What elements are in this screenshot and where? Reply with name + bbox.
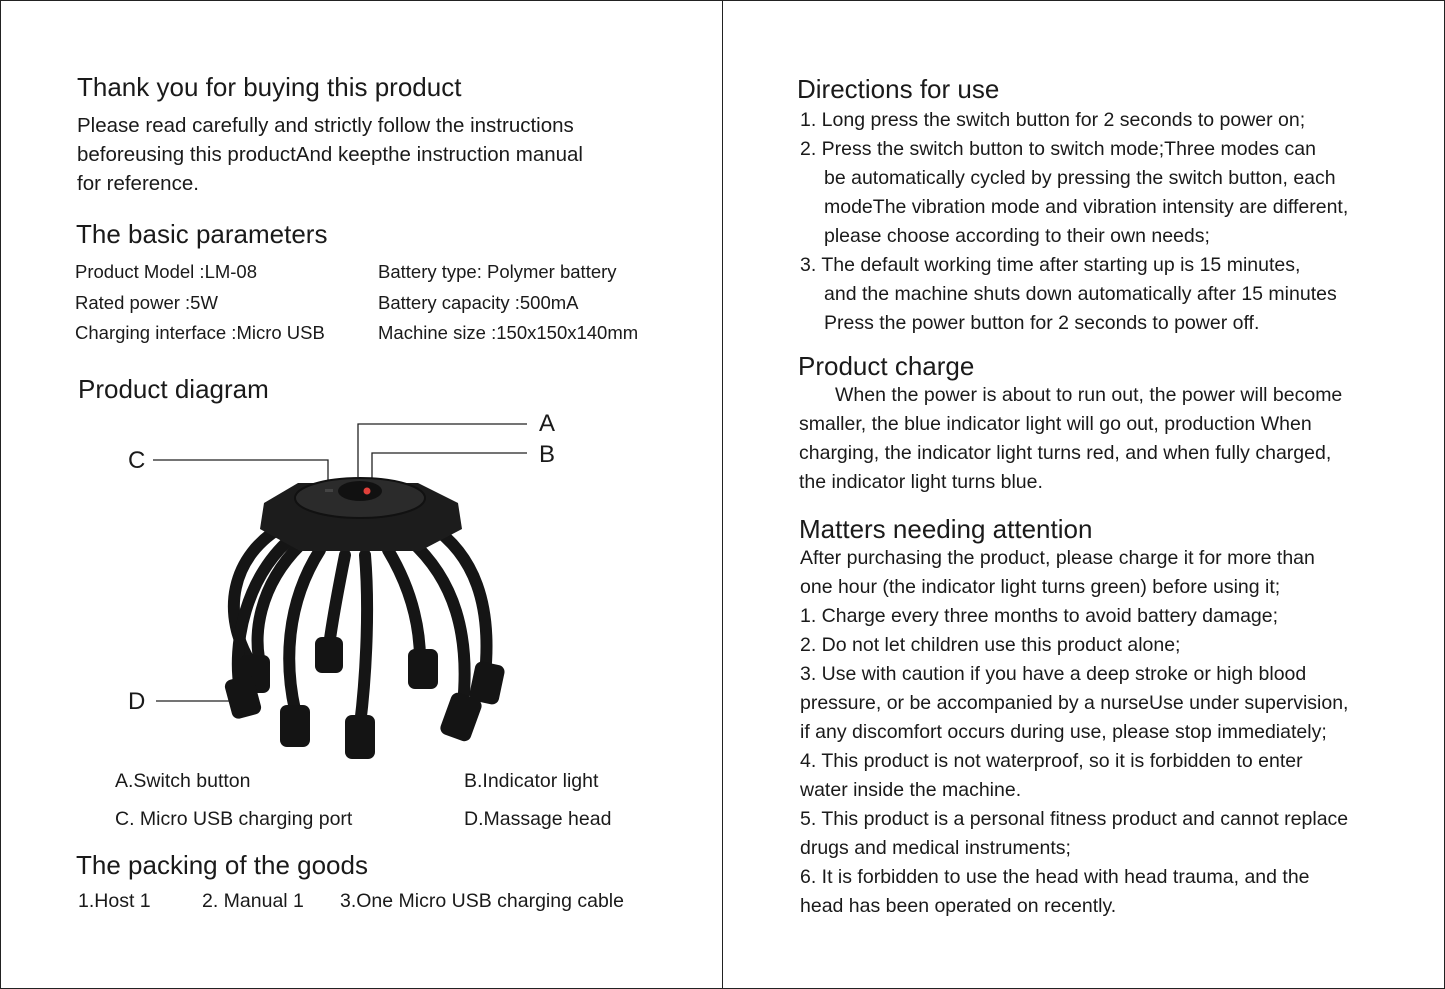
attention-line: After purchasing the product, please charge it for more than — [800, 547, 1315, 569]
massage-head-icon — [408, 649, 438, 689]
page-divider — [722, 0, 723, 989]
directions-line: and the machine shuts down automatically after 15 minutes — [824, 283, 1337, 305]
attention-line: if any discomfort occurs during use, please stop immediately; — [800, 721, 1327, 743]
thanks-title: Thank you for buying this product — [77, 72, 462, 102]
directions-line: please choose according to their own needs; — [824, 225, 1210, 247]
diagram-label-a: A — [539, 410, 556, 437]
directions-line: 3. The default working time after starting up is 15 minutes, — [800, 254, 1301, 276]
charge-line: charging, the indicator light turns red, and when fully charged, — [799, 442, 1332, 464]
massage-head-icon — [468, 660, 506, 705]
diagram-label-c: C — [128, 447, 146, 474]
legend-c: C. Micro USB charging port — [115, 808, 353, 830]
params-col2 — [378, 257, 638, 349]
directions-line: Press the power button for 2 seconds to power off. — [824, 312, 1260, 334]
param-item: Product Model :LM-08 — [75, 261, 258, 282]
directions-line: 1. Long press the switch button for 2 seconds to power on; — [800, 109, 1306, 131]
product-diagram — [120, 405, 570, 765]
charge-line: the indicator light turns blue. — [799, 471, 1043, 493]
packing-item-2: 2. Manual 1 — [202, 890, 304, 912]
usb-port-icon — [325, 489, 333, 492]
switch-button-icon — [338, 481, 382, 501]
directions-title: Directions for use — [797, 74, 1000, 104]
directions-line: 2. Press the switch button to switch mode;Three modes can — [800, 138, 1316, 160]
attention-line: 6. It is forbidden to use the head with head trauma, and the — [800, 866, 1310, 888]
charge-title: Product charge — [798, 351, 975, 381]
attention-line: head has been operated on recently. — [800, 895, 1117, 917]
thanks-text — [77, 111, 583, 198]
indicator-light-icon — [364, 488, 371, 495]
charge-text — [799, 381, 1342, 497]
params-title: The basic parameters — [76, 219, 328, 249]
diagram-title: Product diagram — [78, 374, 269, 404]
attention-line: drugs and medical instruments; — [800, 837, 1071, 859]
attention-line: one hour (the indicator light turns green) before using it; — [800, 576, 1281, 598]
massage-head-icon — [345, 715, 375, 759]
legend-b: B.Indicator light — [464, 770, 599, 792]
attention-line: water inside the machine. — [800, 779, 1022, 801]
thanks-line: for reference. — [77, 172, 199, 195]
param-item: Machine size :150x150x140mm — [378, 322, 639, 343]
diagram-label-b: B — [539, 441, 556, 468]
charge-line: smaller, the blue indicator light will go out, production When — [799, 413, 1312, 435]
params-col1 — [75, 257, 325, 349]
attention-text — [800, 544, 1348, 921]
massage-head-icon — [280, 705, 310, 747]
attention-line: 5. This product is a personal fitness product and cannot replace — [800, 808, 1349, 830]
massage-arms — [234, 525, 487, 725]
packing-title: The packing of the goods — [76, 850, 368, 880]
packing-item-1: 1.Host 1 — [78, 890, 151, 912]
attention-title: Matters needing attention — [799, 514, 1093, 544]
massage-head-icon — [315, 637, 343, 673]
param-item: Battery capacity :500mA — [378, 291, 579, 313]
param-item: Rated power :5W — [75, 291, 218, 313]
attention-line: pressure, or be accompanied by a nurseUse under supervision, — [800, 692, 1349, 714]
callout-line-a — [358, 424, 527, 477]
attention-line: 1. Charge every three months to avoid battery damage; — [800, 605, 1279, 627]
legend-d: D.Massage head — [464, 808, 612, 830]
attention-line: 2. Do not let children use this product alone; — [800, 634, 1181, 656]
diagram-label-d: D — [128, 688, 146, 715]
param-item: Battery type: Polymer battery — [378, 261, 617, 282]
charge-line: When the power is about to run out, the power will become — [835, 384, 1343, 406]
legend-a: A.Switch button — [115, 770, 251, 792]
thanks-line: Please read carefully and strictly follow the instructions — [77, 114, 574, 137]
directions-line: modeThe vibration mode and vibration intensity are different, — [824, 196, 1349, 218]
attention-line: 4. This product is not waterproof, so it is forbidden to enter — [800, 750, 1303, 772]
param-item: Charging interface :Micro USB — [75, 322, 325, 343]
packing-item-3: 3.One Micro USB charging cable — [340, 890, 624, 912]
directions-line: be automatically cycled by pressing the switch button, each — [824, 167, 1336, 189]
directions-text — [800, 106, 1348, 338]
attention-line: 3. Use with caution if you have a deep stroke or high blood — [800, 663, 1307, 685]
thanks-line: beforeusing this productAnd keepthe instruction manual — [77, 143, 583, 166]
